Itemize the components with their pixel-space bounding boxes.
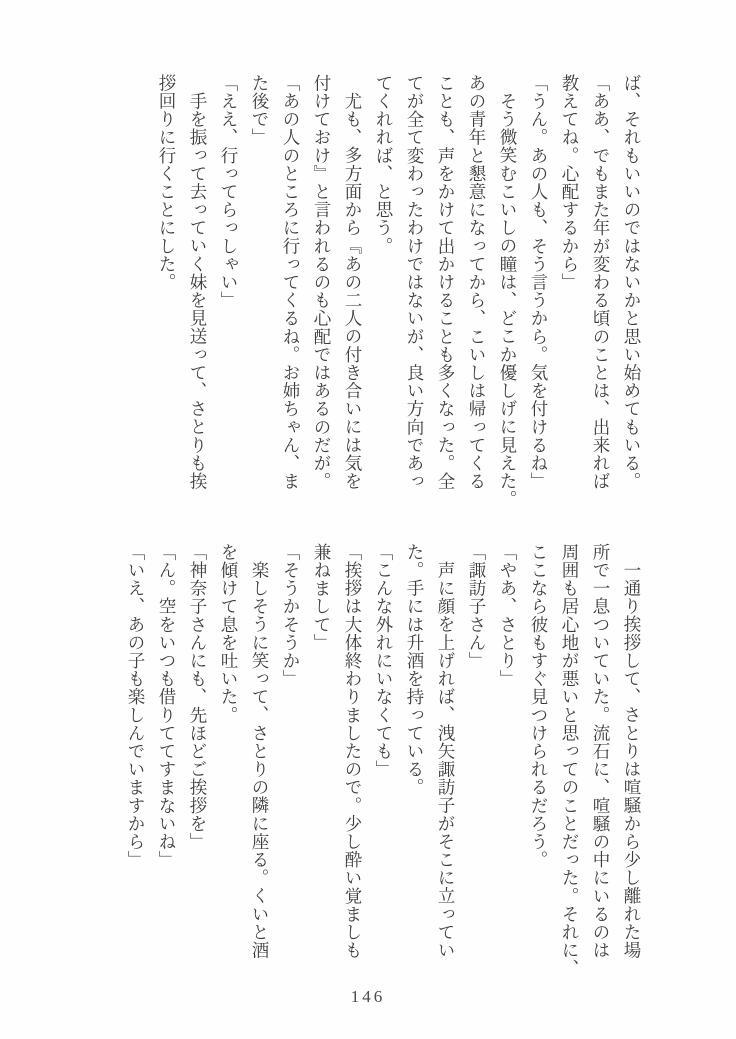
text-line: 楽しそうに笑って、さとりの隣に座る。くいと酒 [250,561,270,960]
text-line: 尤も、多方面から『あの二人の付き合いには気を [343,92,363,491]
text-line: 「こんな外れにいなくても」 [374,543,394,779]
text-line: あの青年と懇意になってから、こいしは帰ってくる [467,74,487,491]
text-line: を傾けて息を吐いた。 [219,543,239,724]
text-line: 「諏訪子さん」 [467,543,487,670]
page-number: 146 [350,987,386,1006]
text-line: 所で一息ついていた。流石に、喧騒の中にいるのは [591,543,611,960]
text-line: 拶回りに行くことにした。 [157,74,177,292]
text-line: 「やあ、さとり」 [498,543,518,688]
text-line: 教えてね。心配するから」 [560,74,580,292]
text-line: 周囲も居心地が悪いと思ってのことだった。それに、 [560,543,580,978]
text-line: 「神奈子さんにも、先ほどご挨拶を」 [188,543,208,851]
text-line: 「そうかそうか」 [281,543,301,688]
text-line: 付けておけ』と言われるのも心配ではあるのだが。 [312,74,332,491]
text-line: た後で」 [250,74,270,147]
text-line: そう微笑むこいしの瞳は、どこか優しげに見えた。 [498,92,518,509]
text-block-top [151,74,647,509]
text-line: た。手には升酒を持っている。 [405,543,425,797]
text-line: 「挨拶は大体終わりましたので。少し酔い覚ましも [343,543,363,960]
text-line: 兼ねまして」 [312,543,332,652]
text-line: 声に顔を上げれば、洩矢諏訪子がそこに立ってい [436,561,456,960]
text-line: 「いえ、あの子も楽しんでいますから」 [126,543,146,869]
text-line: 「ああ、でもまた年が変わる頃のことは、出来れば [591,74,611,491]
text-line: ことも、声をかけて出かけることも多くなった。全 [436,74,456,491]
text-block-bottom [120,543,647,978]
text-line: ここなら彼もすぐ見つけられるだろう。 [529,543,549,869]
text-line: てが全て変わったわけではないが、良い方向であっ [405,74,425,491]
text-line: ば、それもいいのではないかと思い始めてもいる。 [622,74,642,491]
text-line: 「ん。空をいつも借りててすまないね」 [157,543,177,869]
text-line: 「ええ、行ってらっしゃい」 [219,74,239,310]
text-line: てくれれば、と思う。 [374,74,394,255]
text-line: 一通り挨拶して、さとりは喧騒から少し離れた場 [622,561,642,960]
text-line: 「あの人のところに行ってくるね。お姉ちゃん、ま [281,74,301,491]
text-line: 手を振って去っていく妹を見送って、さとりも挨 [188,92,208,491]
text-line: 「うん。あの人も、そう言うから。気を付けるね」 [529,74,549,491]
